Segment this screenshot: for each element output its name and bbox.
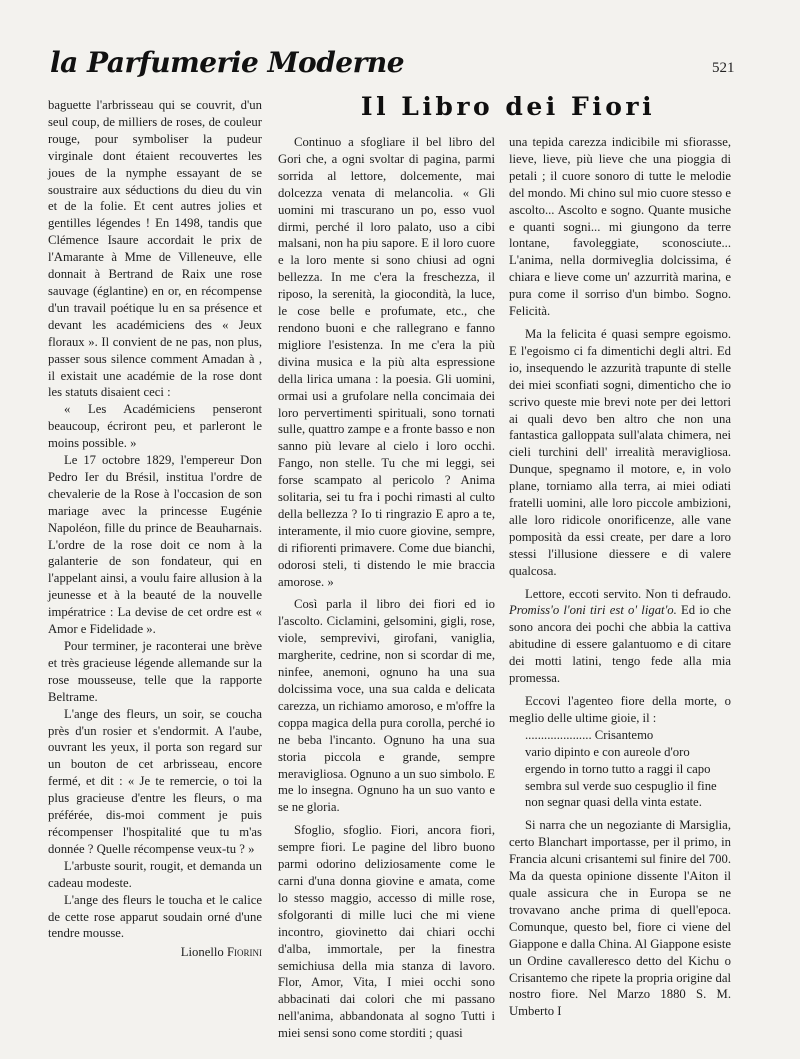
latin-motto: Promiss'o l'oni tiri est o' ligat'o.: [509, 603, 677, 618]
paragraph: [509, 586, 731, 687]
paragraph: « Les Académiciens penseront beaucoup, écriront peu, et parleront le moins possible. »: [48, 402, 262, 451]
poem-line: sembra sul verde suo cespuglio il fine: [525, 778, 717, 793]
column-right: [509, 134, 731, 1020]
author-first-name: Lionello: [180, 945, 227, 960]
paragraph: L'ange des fleurs le toucha et le calice de cette rose apparut soudain orné d'une tendre mousse.: [48, 892, 262, 941]
author-last-name: Fiorini: [226, 945, 262, 960]
paragraph: L'arbuste sourit, rougit, et demanda un cadeau modeste.: [48, 858, 262, 890]
poem-line: non segnar quasi della vinta estate.: [525, 795, 702, 810]
paragraph: Pour terminer, je raconterai une brève et très gracieuse légende allemande sur la rose mousseuse, telle que la rapporte Beltrame.: [48, 639, 262, 704]
magazine-logo: la Parfumerie Moderne: [50, 46, 405, 79]
column-middle: [278, 134, 495, 1042]
author-signature: [48, 944, 262, 961]
paragraph: Ma la felicita é quasi sempre egoismo. E l'egoismo ci fa dimentichi degli altri. Ed io, insequendo le azzurità trapunte di stelle dei miei sconfiati sogni, dimenticho che io scrivo queste mie brevi note per dei lettori ai quali devo ben altro che non una fantastica galloppata sull'alata chimera, nei cieli turchini dell' irrealità meravigliosa. Dunque, spegnamo il motore, e, in volo plane, torniamo alla terra, ai miei odiati fratelli uomini, alle loro piccole ambizioni, alle loro ridicole onorificenze, alle vane pomposità da essi create, per dare a loro stessi l'illusione diessere e di valere qualcosa.: [509, 326, 731, 578]
paragraph-text: Lettore, eccoti servito. Non ti defraudo.: [525, 586, 731, 601]
paragraph: Eccovi l'agenteo fiore della morte, o meglio delle ultime gioie, il :: [509, 694, 731, 725]
paragraph: una tepida carezza indicibile mi sfiorasse, lieve, lieve, più lieve che una pioggia di petali ; il cuore sonoro di tutte le melodie del mondo. Mi chino sul mio cuore stesso e ascolto... Ascolto e sogno. Quante musiche e quanti sogni... mi giungono da terre lontane, favoleggiate, sconosciute... L'anima, nella dormiveglia dolcissima, é chiara e lieve come un' azzurrità marina, e pura come il sorriso d'un bimbo. Sogno. Felicità.: [509, 135, 731, 319]
page-number: 521: [712, 60, 735, 76]
paragraph: Sfoglio, sfoglio. Fiori, ancora fiori, sempre fiori. Le pagine del libro buono parmi odorino deliziosamente come le carni d'una donna giovine e amata, come lo stesso maggio, accesso di mille rose, sfolgoranti di mille luci che mi viene incontro, giovinetto dai chiari occhi d'alba, immortale, per la finestra semichiusa della mia stanza di lavoro. Flor, Amor, Vita, I miei occhi sono abbacinati dai colori che mi passano nell'anima, abbandonata al sogno Tutti i miei sensi sono come storditi ; quasi: [278, 823, 495, 1041]
paragraph: Le 17 octobre 1829, l'empereur Don Pedro Ier du Brésil, institua l'ordre de chevalerie de la Rose à l'occasion de son mariage avec la princesse Eugénie Napoléon, fille du prince de Beauharnais. L'ordre de la rose doit ce nom à la galanterie de son fondateur, qui en l'appelant ainsi, a voulu faire allusion à la jeunesse et à la beauté de la nouvelle impératrice : La devise de cet ordre est « Amor e Fidelidade ».: [48, 453, 262, 637]
poem-line: ..................... Crisantemo: [525, 727, 654, 742]
paragraph: Si narra che un negoziante di Marsiglia, certo Blanchart importasse, per il primo, in Francia alcuni crisantemi sul finire del 700. Ma da questa opinione dissente l'Aiton il quale assicura che in Europa se ne trovavano anche prima di quell'epoca. Comunque, questo bel, fiore ci viene del Giappone e dalla China. Al Giappone esiste un Ordine cavalleresco detto del Kichu o Crisantemo che ripete la propria origine dal nostro fiore. Nel Marzo 1880 S. M. Umberto I: [509, 818, 731, 1019]
paragraph: Continuo a sfogliare il bel libro del Gori che, a ogni svoltar di pagina, parmi sorrida al lettore, dolcemente, mai dolcezza venata di melancolia. « Gli uomini mi trascurano un po, esso vuol dirmi, perché il loro palato, uso a cibi malsani, non ha piu sapore. E il loro cuore e la loro mente si sono chiusi ad ogni bellezza. In me c'era la freschezza, il riposo, la serenità, la giocondità, la luce, le cose belle e profumate, etc., che rendono buoni e che rallegrano e fanno migliore l'esistenza. In me c'era la più divina musica e la più alta espressione della lirica umana : la poesia. Gli uomini, ormai usi a grufolare nella concimaia dei loro pervertimenti spirituali, sono tornati sulle, quattro zampe e a fronte basso e non sanno più levare al cielo i loro occhi. Fango, non stelle. Tu che mi leggi, sei forse scampato al pericolo ? Anima solitaria, sei tu fra i pochi rimasti al culto della bellezza ? Io ti ringrazio E apro a te, interamente, il mio cuore giovine, sempre, di rifiorenti primavere. Come due bianchi, odorosi steli, ti distendo le mie braccia amorose. »: [278, 135, 495, 589]
poem-line: vario dipinto e con aureole d'oro: [525, 744, 690, 759]
paragraph: L'ange des fleurs, un soir, se coucha près d'un rosier et s'endormit. A l'aube, ouvrant les yeux, il porta son regard sur un bouton de cet arbrisseau, encore fermé, et dit : « Je te remercie, o toi la plus gracieuse d'entre les fleurs, o ma préférée, dis-moi comment je puis récompenser l'hospitalité que tu m'as donnée ? Quelle récompense veux-tu ? »: [48, 706, 262, 856]
column-left: [48, 97, 262, 961]
paragraph: Così parla il libro dei fiori ed io l'ascolto. Ciclamini, gelsomini, gigli, rose, viole, semprevivi, girofani, vaniglia, margherite, cedrine, non si scordar di me, ninfee, anemoni, ognuno ha una sua dolcissima voce, una sua calda e delicata carezza, un richiamo amoroso, e m'offre la coppa magica della pura corolla, perché io ne beba l'incanto. Ognuno ha una sua storia piccola e grande, sempre meravigliosa. Ognuno a un suo simbolo. E me lo insegna. Ognuno ha un suo vanto e se ne gloria.: [278, 597, 495, 815]
paragraph: baguette l'arbrisseau qui se couvrit, d'un seul coup, de milliers de roses, de couleur rouge, pour symboliser la pudeur virginale dont étaient recouvertes les joues de la nymphe essayant de se soustraire aux séductions du dieu du vin et de la folie. Et cent autres jolies et gentilles légendes ! En 1498, tandis que Clémence Isaure accordait le prix de l'Amarante à Mme de Villeneuve, elle donnait à Bertrand de Raix une rose sauvage (églantine) en or, en récompense d'un travail poétique lu en sa présence et devant les académiciens des « Jeux floraux ». Il convient de ne pas, non plus, passer sous silence comment Amadan à , il existait une académie de la rose dont les statuts disaient ceci :: [48, 98, 262, 400]
article-title: Il Libro dei Fiori: [360, 92, 656, 121]
poem-line: ergendo in torno tutto a raggi il capo: [525, 761, 711, 776]
paragraph-text: Ed io che sono ancora dei pochi che abbia la cattiva abitudine di essere galantuomo e di citare dei motti latini, tengo fede alla mia promessa.: [509, 603, 731, 686]
